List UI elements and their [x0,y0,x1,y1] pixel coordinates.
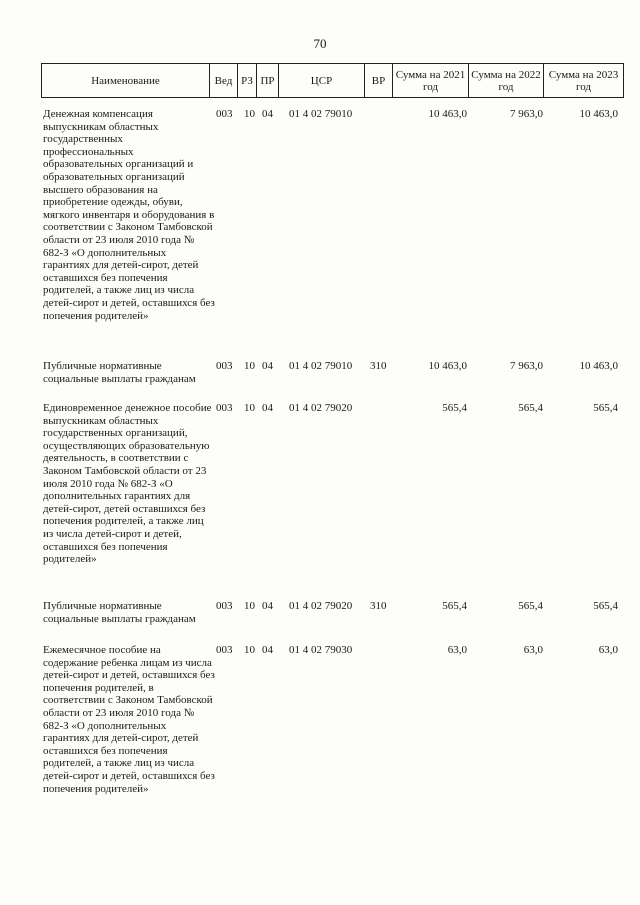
row-sum-2023: 10 463,0 [579,108,618,120]
header-sum-2023: Сумма на 2023 год [543,64,623,97]
header-pr: ПР [256,64,278,97]
row-sum-2022: 63,0 [523,644,543,656]
row-sum-2021: 10 463,0 [428,360,467,372]
row-ved: 003 [216,600,233,612]
row-csr: 01 4 02 79020 [289,600,353,612]
header-csr: ЦСР [278,64,364,97]
row-sum-2023: 565,4 [593,402,618,414]
row-ved: 003 [216,360,233,372]
row-pr: 04 [262,600,273,612]
row-sum-2023: 565,4 [593,600,618,612]
row-csr: 01 4 02 79020 [289,402,353,414]
row-vr: 310 [370,600,387,612]
row-rz: 10 [244,600,255,612]
row-sum-2023: 10 463,0 [579,360,618,372]
header-ved: Вед [209,64,237,97]
row-sum-2021: 63,0 [447,644,467,656]
row-name: Ежемесячное пособие на содержание ребенка лицам из числа детей-сирот и детей, оставшихся без попечения родителей, в соответствии с Законом Тамбовской области от 23 июля 2010 года № 682-З «О дополнительных гарантиях для детей-сирот, детей оставшихся без попечения родителей, а также лиц из числа детей-сирот и детей, оставшихся без попечения родителей» [43,644,215,795]
page-number: 70 [313,36,327,51]
row-ved: 003 [216,402,233,414]
row-name: Единовременное денежное пособие выпускникам областных государственных организаций, осуществляющих образовательную деятельность, в соответствии с Законом Тамбовской области от 23 июля 2010 года № 682-З «О дополнительных гарантиях для детей-сирот, детей оставшихся без попечения родителей, а также лиц из числа детей-сирот и детей, оставшихся без попечения родителей» [43,402,212,566]
row-csr: 01 4 02 79010 [289,108,353,120]
row-sum-2022: 7 963,0 [510,360,543,372]
table-header [41,63,624,98]
row-pr: 04 [262,108,273,120]
row-pr: 04 [262,644,273,656]
row-rz: 10 [244,360,255,372]
row-sum-2022: 565,4 [518,600,543,612]
row-sum-2022: 565,4 [518,402,543,414]
row-rz: 10 [244,402,255,414]
header-name: Наименование [91,74,160,87]
row-rz: 10 [244,644,255,656]
header-sum-2022: Сумма на 2022 год [468,64,543,97]
row-name: Публичные нормативные социальные выплаты гражданам [43,360,196,385]
row-pr: 04 [262,402,273,414]
header-rz: РЗ [237,64,256,97]
row-sum-2022: 7 963,0 [510,108,543,120]
row-sum-2021: 565,4 [442,600,467,612]
row-pr: 04 [262,360,273,372]
row-name: Денежная компенсация выпускникам областных государственных профессиональных образовательных организаций и образовательных организаций высшего образования на приобретение одежды, обуви, мягкого инвентаря и оборудования в соответствии с Законом Тамбовской области от 23 июля 2010 года № 682-З «О дополнительных гарантиях для детей-сирот, детей оставшихся без попечения родителей, а также лиц из числа детей-сирот и детей, оставшихся без попечения родителей» [43,108,215,322]
row-sum-2023: 63,0 [598,644,618,656]
row-sum-2021: 10 463,0 [428,108,467,120]
row-ved: 003 [216,644,233,656]
row-csr: 01 4 02 79030 [289,644,353,656]
row-name: Публичные нормативные социальные выплаты гражданам [43,600,196,625]
row-vr: 310 [370,360,387,372]
header-sum-2021: Сумма на 2021 год [392,64,468,97]
header-vr: ВР [364,64,392,97]
row-ved: 003 [216,108,233,120]
row-sum-2021: 565,4 [442,402,467,414]
row-csr: 01 4 02 79010 [289,360,353,372]
row-rz: 10 [244,108,255,120]
